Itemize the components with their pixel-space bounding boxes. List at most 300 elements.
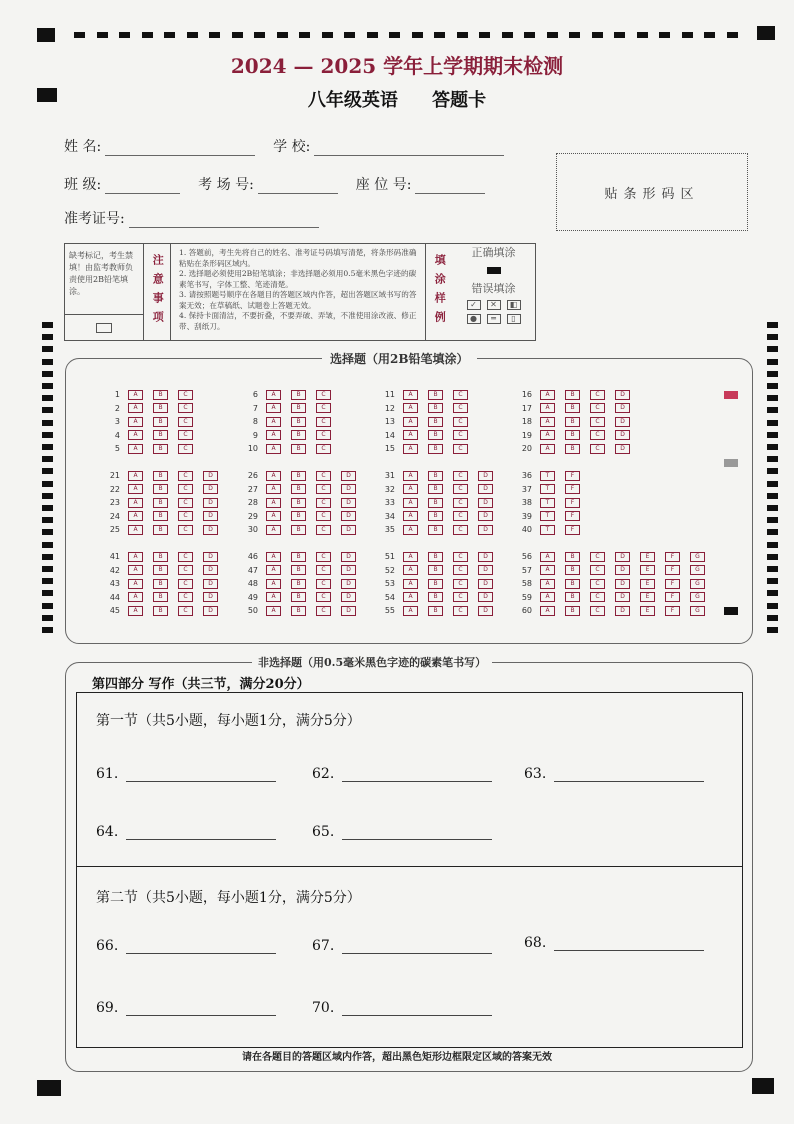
option-bubble[interactable]: D bbox=[478, 606, 493, 616]
question-row bbox=[375, 469, 503, 483]
question-row bbox=[238, 483, 366, 497]
option-bubble[interactable]: C bbox=[316, 403, 331, 413]
option-bubble[interactable]: C bbox=[590, 430, 605, 440]
option-bubble[interactable]: B bbox=[291, 552, 306, 562]
option-bubble[interactable]: C bbox=[178, 484, 193, 494]
option-bubble[interactable]: D bbox=[615, 552, 630, 562]
question-group bbox=[375, 550, 503, 618]
option-bubble[interactable]: A bbox=[403, 525, 418, 535]
option-bubble[interactable]: D bbox=[615, 430, 630, 440]
option-bubble[interactable]: A bbox=[266, 552, 281, 562]
option-bubble[interactable]: C bbox=[453, 579, 468, 589]
option-bubble[interactable]: D bbox=[203, 606, 218, 616]
option-bubble[interactable]: E bbox=[640, 565, 655, 575]
option-bubble[interactable]: C bbox=[316, 417, 331, 427]
option-bubble[interactable]: B bbox=[291, 417, 306, 427]
option-bubble[interactable]: A bbox=[403, 484, 418, 494]
option-bubble[interactable]: B bbox=[291, 525, 306, 535]
option-bubble[interactable]: B bbox=[428, 511, 443, 521]
option-bubble[interactable]: C bbox=[178, 444, 193, 454]
option-bubble[interactable]: C bbox=[178, 471, 193, 481]
option-bubble[interactable]: C bbox=[453, 403, 468, 413]
answer-line[interactable] bbox=[342, 939, 492, 954]
option-bubble[interactable]: C bbox=[178, 565, 193, 575]
option-bubble[interactable]: B bbox=[153, 511, 168, 521]
option-bubble[interactable]: D bbox=[341, 498, 356, 508]
option-bubble[interactable]: A bbox=[266, 430, 281, 440]
school-field[interactable] bbox=[314, 139, 504, 156]
option-bubble[interactable]: B bbox=[153, 579, 168, 589]
option-bubble[interactable]: B bbox=[153, 592, 168, 602]
option-bubble[interactable]: A bbox=[266, 498, 281, 508]
option-bubble[interactable]: A bbox=[266, 484, 281, 494]
option-bubble[interactable]: C bbox=[590, 403, 605, 413]
option-bubble[interactable]: C bbox=[316, 390, 331, 400]
option-bubble[interactable]: A bbox=[403, 565, 418, 575]
option-bubble[interactable]: A bbox=[128, 498, 143, 508]
answer-line[interactable] bbox=[126, 939, 276, 954]
option-bubble[interactable]: G bbox=[690, 579, 705, 589]
answer-line[interactable] bbox=[554, 767, 704, 782]
option-bubble[interactable]: D bbox=[478, 511, 493, 521]
option-bubble[interactable]: B bbox=[291, 390, 306, 400]
option-bubble[interactable]: A bbox=[403, 403, 418, 413]
option-bubble[interactable]: B bbox=[565, 390, 580, 400]
option-bubble[interactable]: B bbox=[565, 403, 580, 413]
option-bubble[interactable]: B bbox=[565, 444, 580, 454]
option-bubble[interactable]: B bbox=[428, 498, 443, 508]
option-bubble[interactable]: C bbox=[316, 552, 331, 562]
answer-number: 68. bbox=[524, 935, 547, 951]
option-bubble[interactable]: A bbox=[540, 390, 555, 400]
exam-id-label: 准考证号: bbox=[64, 211, 125, 227]
option-bubble[interactable]: F bbox=[665, 552, 680, 562]
option-bubble[interactable]: A bbox=[540, 444, 555, 454]
option-bubble[interactable]: C bbox=[590, 417, 605, 427]
option-bubble[interactable]: A bbox=[128, 525, 143, 535]
option-bubble[interactable]: T bbox=[540, 525, 555, 535]
answer-line[interactable] bbox=[342, 767, 492, 782]
question-row bbox=[238, 469, 366, 483]
option-bubble[interactable]: A bbox=[403, 390, 418, 400]
seat-field[interactable] bbox=[415, 177, 485, 194]
option-bubble[interactable]: E bbox=[640, 592, 655, 602]
option-bubble[interactable]: D bbox=[341, 525, 356, 535]
option-bubble[interactable]: A bbox=[266, 403, 281, 413]
option-bubble[interactable]: F bbox=[665, 606, 680, 616]
option-bubble[interactable]: T bbox=[540, 484, 555, 494]
answer-line[interactable] bbox=[342, 1001, 492, 1016]
option-bubble[interactable]: D bbox=[203, 592, 218, 602]
option-bubble[interactable]: B bbox=[291, 592, 306, 602]
question-number: 36 bbox=[521, 471, 532, 481]
option-bubble[interactable]: D bbox=[203, 525, 218, 535]
option-bubble[interactable]: A bbox=[540, 592, 555, 602]
question-number: 15 bbox=[384, 444, 395, 454]
option-bubble[interactable]: D bbox=[615, 592, 630, 602]
option-bubble[interactable]: A bbox=[128, 606, 143, 616]
option-bubble[interactable]: A bbox=[128, 430, 143, 440]
question-row bbox=[100, 469, 228, 483]
option-bubble[interactable]: D bbox=[478, 552, 493, 562]
option-bubble[interactable]: D bbox=[615, 565, 630, 575]
option-bubble[interactable]: A bbox=[128, 444, 143, 454]
option-bubble[interactable]: B bbox=[428, 565, 443, 575]
option-bubble[interactable]: A bbox=[266, 565, 281, 575]
option-bubble[interactable]: A bbox=[403, 498, 418, 508]
option-bubble[interactable]: C bbox=[178, 552, 193, 562]
option-bubble[interactable]: C bbox=[316, 484, 331, 494]
option-bubble[interactable]: C bbox=[453, 417, 468, 427]
timing-mark bbox=[767, 334, 778, 340]
option-bubble[interactable]: B bbox=[565, 552, 580, 562]
option-bubble[interactable]: F bbox=[665, 579, 680, 589]
option-bubble[interactable]: B bbox=[428, 552, 443, 562]
option-bubble[interactable]: G bbox=[690, 606, 705, 616]
option-bubble[interactable]: C bbox=[178, 511, 193, 521]
option-bubble[interactable]: A bbox=[128, 390, 143, 400]
option-bubble[interactable]: C bbox=[590, 390, 605, 400]
option-bubble[interactable]: C bbox=[590, 579, 605, 589]
option-bubble[interactable]: C bbox=[178, 498, 193, 508]
option-bubble[interactable]: E bbox=[640, 552, 655, 562]
option-bubble[interactable]: A bbox=[403, 552, 418, 562]
option-bubble[interactable]: B bbox=[291, 430, 306, 440]
timing-mark bbox=[42, 395, 53, 401]
option-bubble[interactable]: A bbox=[540, 552, 555, 562]
option-bubble[interactable]: B bbox=[291, 565, 306, 575]
option-bubble[interactable]: D bbox=[478, 484, 493, 494]
option-bubble[interactable]: E bbox=[640, 579, 655, 589]
option-bubble[interactable]: F bbox=[665, 565, 680, 575]
half-fill-icon: ◧ bbox=[507, 300, 521, 310]
option-bubble[interactable]: C bbox=[316, 471, 331, 481]
option-bubble[interactable]: C bbox=[453, 498, 468, 508]
option-bubble[interactable]: T bbox=[540, 498, 555, 508]
option-bubble[interactable]: A bbox=[128, 511, 143, 521]
answer-line[interactable] bbox=[126, 1001, 276, 1016]
option-bubble[interactable]: B bbox=[428, 403, 443, 413]
option-bubble[interactable]: B bbox=[428, 471, 443, 481]
option-bubble[interactable]: D bbox=[478, 498, 493, 508]
answer-number: 64. bbox=[96, 824, 119, 840]
option-bubble[interactable]: B bbox=[153, 606, 168, 616]
question-number: 6 bbox=[252, 390, 258, 400]
option-bubble[interactable]: B bbox=[153, 471, 168, 481]
option-bubble[interactable]: T bbox=[540, 511, 555, 521]
timing-mark bbox=[42, 615, 53, 621]
option-bubble[interactable]: D bbox=[341, 579, 356, 589]
note-item: 3. 请按照题号顺序在各题目的答题区域内作答，超出答题区域书写的答案无效；在草稿纸、试题卷上答题无效。 bbox=[179, 290, 417, 310]
option-bubble[interactable]: A bbox=[403, 511, 418, 521]
option-bubble[interactable]: C bbox=[178, 606, 193, 616]
option-bubble[interactable]: C bbox=[316, 579, 331, 589]
option-bubble[interactable]: A bbox=[128, 592, 143, 602]
option-bubble[interactable]: A bbox=[540, 579, 555, 589]
option-bubble[interactable]: C bbox=[316, 592, 331, 602]
option-bubble[interactable]: C bbox=[453, 511, 468, 521]
option-bubble[interactable]: A bbox=[128, 471, 143, 481]
option-bubble[interactable]: C bbox=[453, 552, 468, 562]
option-bubble[interactable]: C bbox=[316, 511, 331, 521]
option-bubble[interactable]: D bbox=[341, 471, 356, 481]
option-bubble[interactable]: D bbox=[203, 579, 218, 589]
option-bubble[interactable]: B bbox=[153, 484, 168, 494]
option-bubble[interactable]: C bbox=[316, 498, 331, 508]
timing-mark bbox=[299, 32, 310, 38]
option-bubble[interactable]: B bbox=[153, 430, 168, 440]
option-bubble[interactable]: D bbox=[203, 484, 218, 494]
option-bubble[interactable]: B bbox=[291, 444, 306, 454]
question-number: 7 bbox=[252, 403, 258, 413]
question-number: 12 bbox=[384, 403, 395, 413]
option-bubble[interactable]: D bbox=[203, 498, 218, 508]
option-bubble[interactable]: A bbox=[403, 430, 418, 440]
option-bubble[interactable]: B bbox=[428, 430, 443, 440]
option-bubble[interactable]: A bbox=[266, 444, 281, 454]
answer-line[interactable] bbox=[554, 936, 704, 951]
option-bubble[interactable]: C bbox=[316, 565, 331, 575]
option-bubble[interactable]: B bbox=[291, 484, 306, 494]
option-bubble[interactable]: A bbox=[540, 565, 555, 575]
option-bubble[interactable]: A bbox=[540, 430, 555, 440]
option-bubble[interactable]: A bbox=[266, 592, 281, 602]
name-field[interactable] bbox=[105, 139, 255, 156]
question-number: 23 bbox=[109, 498, 120, 508]
option-bubble[interactable]: B bbox=[428, 417, 443, 427]
option-bubble[interactable]: B bbox=[565, 579, 580, 589]
option-bubble[interactable]: F bbox=[565, 525, 580, 535]
wrong-fill-label: 错误填涂 bbox=[471, 281, 516, 295]
timing-mark bbox=[42, 603, 53, 609]
option-bubble[interactable]: A bbox=[266, 390, 281, 400]
option-bubble[interactable]: A bbox=[266, 511, 281, 521]
option-bubble[interactable]: D bbox=[615, 390, 630, 400]
option-bubble[interactable]: C bbox=[178, 430, 193, 440]
option-bubble[interactable]: A bbox=[403, 444, 418, 454]
option-bubble[interactable]: B bbox=[153, 525, 168, 535]
answer-line[interactable] bbox=[126, 767, 276, 782]
option-bubble[interactable]: B bbox=[291, 498, 306, 508]
option-bubble[interactable]: C bbox=[178, 403, 193, 413]
option-bubble[interactable]: A bbox=[266, 471, 281, 481]
option-bubble[interactable]: A bbox=[128, 417, 143, 427]
option-bubble[interactable]: D bbox=[615, 417, 630, 427]
option-bubble[interactable]: C bbox=[316, 430, 331, 440]
option-bubble[interactable]: C bbox=[453, 484, 468, 494]
option-bubble[interactable]: C bbox=[590, 592, 605, 602]
question-number: 25 bbox=[109, 525, 120, 535]
option-bubble[interactable]: F bbox=[665, 592, 680, 602]
option-bubble[interactable]: D bbox=[341, 606, 356, 616]
option-bubble[interactable]: D bbox=[478, 592, 493, 602]
option-bubble[interactable]: C bbox=[590, 565, 605, 575]
exam-id-field[interactable] bbox=[129, 211, 319, 228]
option-bubble[interactable]: B bbox=[153, 403, 168, 413]
wrong-fill-samples-2 bbox=[452, 314, 535, 324]
option-bubble[interactable]: B bbox=[291, 511, 306, 521]
option-bubble[interactable]: A bbox=[403, 606, 418, 616]
option-bubble[interactable]: B bbox=[565, 417, 580, 427]
option-bubble[interactable]: A bbox=[540, 403, 555, 413]
option-bubble[interactable]: B bbox=[291, 579, 306, 589]
timing-mark bbox=[42, 432, 53, 438]
exam-room-field[interactable] bbox=[258, 177, 338, 194]
option-bubble[interactable]: A bbox=[403, 471, 418, 481]
class-field[interactable] bbox=[105, 177, 180, 194]
option-bubble[interactable]: F bbox=[565, 511, 580, 521]
question-number: 47 bbox=[247, 565, 258, 575]
option-bubble[interactable]: A bbox=[403, 417, 418, 427]
option-bubble[interactable]: A bbox=[266, 606, 281, 616]
option-bubble[interactable]: C bbox=[453, 592, 468, 602]
option-bubble[interactable]: B bbox=[153, 417, 168, 427]
option-bubble[interactable]: C bbox=[453, 390, 468, 400]
timing-mark bbox=[767, 359, 778, 365]
option-bubble[interactable]: B bbox=[153, 565, 168, 575]
option-bubble[interactable]: A bbox=[403, 592, 418, 602]
option-bubble[interactable]: B bbox=[428, 390, 443, 400]
option-bubble[interactable]: A bbox=[128, 484, 143, 494]
option-bubble[interactable]: D bbox=[615, 444, 630, 454]
question-row bbox=[512, 388, 640, 402]
option-bubble[interactable]: B bbox=[153, 552, 168, 562]
option-bubble[interactable]: B bbox=[428, 444, 443, 454]
option-bubble[interactable]: B bbox=[291, 471, 306, 481]
question-row bbox=[375, 402, 478, 416]
option-bubble[interactable]: D bbox=[478, 525, 493, 535]
question-number: 37 bbox=[521, 484, 532, 494]
answer-66 bbox=[96, 938, 276, 954]
option-bubble[interactable]: D bbox=[478, 471, 493, 481]
section-one-title: 第一节（共5小题，每小题1分，满分5分） bbox=[96, 713, 361, 729]
option-bubble[interactable]: D bbox=[341, 552, 356, 562]
option-bubble[interactable]: B bbox=[291, 403, 306, 413]
timing-mark bbox=[479, 32, 490, 38]
option-bubble[interactable]: C bbox=[453, 444, 468, 454]
option-bubble[interactable]: G bbox=[690, 592, 705, 602]
question-row bbox=[375, 442, 478, 456]
option-bubble[interactable]: C bbox=[178, 390, 193, 400]
option-bubble[interactable]: B bbox=[565, 606, 580, 616]
option-bubble[interactable]: B bbox=[428, 592, 443, 602]
option-bubble[interactable]: D bbox=[615, 606, 630, 616]
option-bubble[interactable]: D bbox=[478, 565, 493, 575]
option-bubble[interactable]: C bbox=[316, 606, 331, 616]
option-bubble[interactable]: T bbox=[540, 471, 555, 481]
timing-mark bbox=[42, 334, 53, 340]
option-bubble[interactable]: A bbox=[266, 525, 281, 535]
answer-line[interactable] bbox=[126, 825, 276, 840]
question-number: 48 bbox=[247, 579, 258, 589]
position-mark-gray bbox=[724, 459, 738, 467]
option-bubble[interactable]: E bbox=[640, 606, 655, 616]
absent-mark-box[interactable] bbox=[96, 323, 112, 333]
question-number: 58 bbox=[521, 579, 532, 589]
option-bubble[interactable]: A bbox=[540, 606, 555, 616]
option-bubble[interactable]: D bbox=[203, 471, 218, 481]
option-bubble[interactable]: B bbox=[565, 565, 580, 575]
option-bubble[interactable]: B bbox=[153, 498, 168, 508]
option-bubble[interactable]: C bbox=[590, 552, 605, 562]
option-bubble[interactable]: D bbox=[203, 511, 218, 521]
option-bubble[interactable]: A bbox=[266, 579, 281, 589]
option-bubble[interactable]: B bbox=[428, 484, 443, 494]
question-number: 8 bbox=[252, 417, 258, 427]
option-bubble[interactable]: C bbox=[178, 525, 193, 535]
option-bubble[interactable]: C bbox=[453, 606, 468, 616]
option-bubble[interactable]: A bbox=[540, 417, 555, 427]
option-bubble[interactable]: G bbox=[690, 552, 705, 562]
option-bubble[interactable]: A bbox=[128, 552, 143, 562]
option-bubble[interactable]: D bbox=[203, 565, 218, 575]
option-bubble[interactable]: B bbox=[428, 525, 443, 535]
timing-mark bbox=[164, 32, 175, 38]
option-bubble[interactable]: B bbox=[153, 444, 168, 454]
option-bubble[interactable]: B bbox=[428, 606, 443, 616]
option-bubble[interactable]: C bbox=[590, 606, 605, 616]
question-row bbox=[100, 510, 228, 524]
option-bubble[interactable]: A bbox=[128, 403, 143, 413]
option-bubble[interactable]: B bbox=[428, 579, 443, 589]
option-bubble[interactable]: D bbox=[203, 552, 218, 562]
option-bubble[interactable]: C bbox=[316, 444, 331, 454]
option-bubble[interactable]: D bbox=[341, 511, 356, 521]
option-bubble[interactable]: D bbox=[341, 484, 356, 494]
answer-line[interactable] bbox=[342, 825, 492, 840]
option-bubble[interactable]: B bbox=[291, 606, 306, 616]
option-bubble[interactable]: C bbox=[178, 417, 193, 427]
option-bubble[interactable]: B bbox=[565, 592, 580, 602]
option-bubble[interactable]: D bbox=[615, 579, 630, 589]
option-bubble[interactable]: D bbox=[615, 403, 630, 413]
correct-fill-sample-icon bbox=[487, 267, 501, 274]
option-bubble[interactable]: C bbox=[453, 430, 468, 440]
question-row bbox=[100, 402, 203, 416]
timing-mark bbox=[434, 32, 445, 38]
option-bubble[interactable]: B bbox=[565, 430, 580, 440]
option-bubble[interactable]: A bbox=[128, 565, 143, 575]
option-bubble[interactable]: C bbox=[453, 565, 468, 575]
option-bubble[interactable]: F bbox=[565, 471, 580, 481]
option-bubble[interactable]: G bbox=[690, 565, 705, 575]
timing-mark bbox=[767, 554, 778, 560]
option-bubble[interactable]: A bbox=[266, 417, 281, 427]
option-bubble[interactable]: D bbox=[478, 579, 493, 589]
section-divider bbox=[76, 866, 743, 867]
question-row bbox=[100, 564, 228, 578]
option-bubble[interactable]: C bbox=[453, 525, 468, 535]
option-bubble[interactable]: F bbox=[565, 498, 580, 508]
option-bubble[interactable]: D bbox=[341, 565, 356, 575]
option-bubble[interactable]: C bbox=[590, 444, 605, 454]
timing-mark bbox=[42, 346, 53, 352]
question-group bbox=[238, 388, 341, 456]
option-bubble[interactable]: A bbox=[403, 579, 418, 589]
option-bubble[interactable]: D bbox=[341, 592, 356, 602]
option-bubble[interactable]: B bbox=[153, 390, 168, 400]
question-row bbox=[512, 442, 640, 456]
option-bubble[interactable]: C bbox=[178, 579, 193, 589]
option-bubble[interactable]: C bbox=[178, 592, 193, 602]
option-bubble[interactable]: C bbox=[453, 471, 468, 481]
question-row bbox=[100, 483, 228, 497]
question-row bbox=[238, 415, 341, 429]
question-number: 18 bbox=[521, 417, 532, 427]
option-bubble[interactable]: F bbox=[565, 484, 580, 494]
option-bubble[interactable]: C bbox=[316, 525, 331, 535]
option-bubble[interactable]: A bbox=[128, 579, 143, 589]
